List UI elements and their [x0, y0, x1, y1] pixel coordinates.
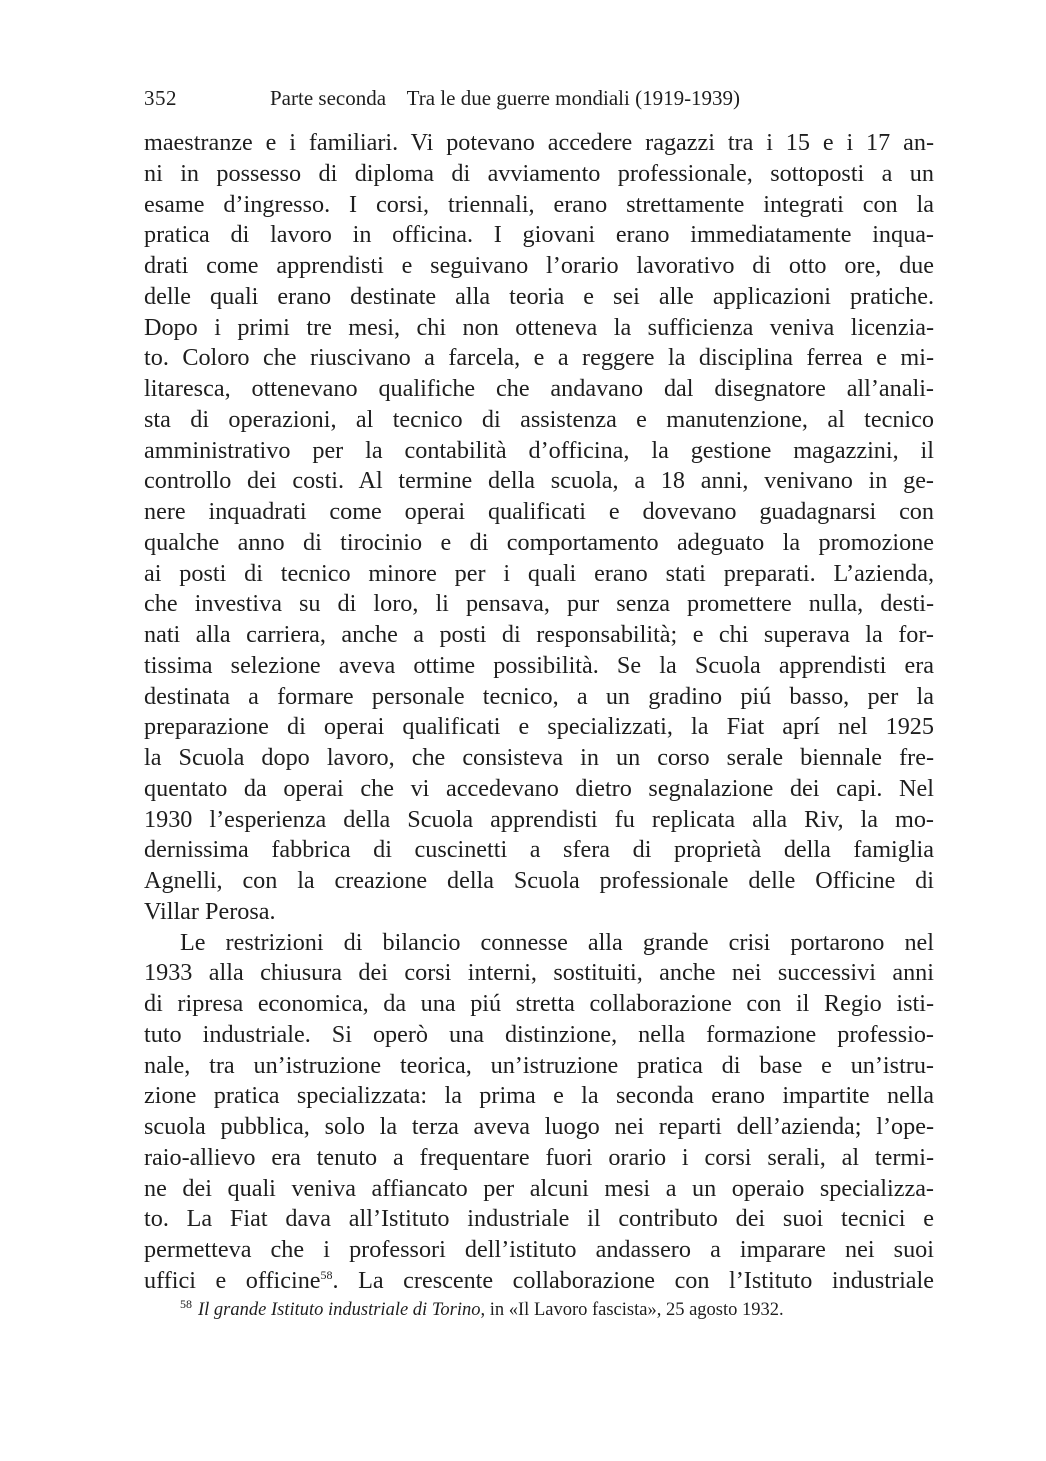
paragraph — [144, 928, 934, 1297]
footnote-number: 58 — [180, 1297, 192, 1311]
body-text — [144, 128, 934, 1297]
text-line: scuola pubblica, solo la terza aveva luogo nei reparti dell’azienda; l’ope- — [144, 1113, 934, 1140]
text-line: qualche anno di tirocinio e di comportamento adeguato la promozione — [144, 528, 934, 556]
paragraph — [144, 128, 934, 928]
text-fragment: uffici e officine — [144, 1266, 321, 1294]
text-line: nati alla carriera, anche a posti di responsabilità; e chi superava la for- — [144, 621, 934, 648]
text-line: 1933 alla chiusura dei corsi interni, sostituiti, anche nei successivi anni — [144, 959, 934, 987]
text-line: litaresca, ottenevano qualifiche che andavano dal disegnatore all’anali- — [144, 375, 934, 402]
text-line: nale, tra un’istruzione teorica, un’istruzione pratica di base e un’istru- — [144, 1051, 934, 1079]
text-line: Agnelli, con la creazione della Scuola professionale delle Officine di — [144, 867, 934, 894]
text-line: tuto industriale. Si operò una distinzione, nella formazione professio- — [144, 1020, 934, 1048]
running-head: Parte seconda Tra le due guerre mondiali (1919-1939) — [270, 86, 741, 110]
text-line: to. Coloro che riuscivano a farcela, e a reggere la disciplina ferrea e mi- — [144, 344, 934, 372]
text-line: destinata a formare personale tecnico, a un gradino piú basso, per la — [144, 682, 934, 710]
text-line: Dopo i primi tre mesi, chi non otteneva la sufficienza veniva licenzia- — [144, 313, 934, 341]
text-line — [144, 1266, 934, 1297]
text-line: amministrativo per la contabilità d’officina, la gestione magazzini, il — [144, 436, 934, 464]
text-line: delle quali erano destinate alla teoria e sei alle applicazioni pratiche. — [144, 282, 934, 310]
footnote — [180, 1297, 940, 1324]
text-line: drati come apprendisti e seguivano l’orario lavorativo di otto ore, due — [144, 252, 934, 279]
text-line: 1930 l’esperienza della Scuola apprendisti fu replicata alla Riv, la mo- — [144, 805, 934, 833]
text-line: esame d’ingresso. I corsi, triennali, erano strettamente integrati con la — [144, 190, 934, 218]
text-line: tissima selezione aveva ottime possibilità. Se la Scuola apprendisti era — [144, 651, 934, 679]
footnote-title: Il grande Istituto industriale di Torino — [198, 1300, 481, 1320]
text-line: zione pratica specializzata: la prima e la seconda erano impartite nella — [144, 1082, 934, 1110]
text-line: dernissima fabbrica di cuscinetti a sfera di proprietà della famiglia — [144, 836, 934, 864]
text-line: la Scuola dopo lavoro, che consisteva in un corso serale biennale fre- — [144, 744, 934, 771]
text-line: to. La Fiat dava all’Istituto industriale il contributo dei suoi tecnici e — [144, 1205, 934, 1233]
text-fragment: . La crescente collaborazione con l’Istituto industriale — [332, 1266, 934, 1294]
text-line: quentato da operai che vi accedevano dietro segnalazione dei capi. Nel — [144, 774, 934, 802]
text-line: controllo dei costi. Al termine della scuola, a 18 anni, venivano in ge- — [144, 467, 934, 495]
text-line: che investiva su di loro, li pensava, pur senza promettere nulla, desti- — [144, 590, 934, 618]
text-line: Le restrizioni di bilancio connesse alla grande crisi portarono nel — [180, 928, 934, 956]
text-line: nere inquadrati come operai qualificati e dovevano guadagnarsi con — [144, 498, 934, 525]
text-line: preparazione di operai qualificati e specializzati, la Fiat aprí nel 1925 — [144, 713, 934, 741]
text-line: di ripresa economica, da una piú stretta collaborazione con il Regio isti- — [144, 990, 934, 1017]
text-line: sta di operazioni, al tecnico di assistenza e manutenzione, al tecnico — [144, 405, 934, 433]
text-line: maestranze e i familiari. Vi potevano accedere ragazzi tra i 15 e i 17 an- — [144, 129, 934, 156]
text-line: pratica di lavoro in officina. I giovani erano immediatamente inqua- — [144, 221, 934, 249]
running-header — [144, 86, 934, 116]
footnote-citation: , in «Il Lavoro fascista», 25 agosto 1932. — [480, 1300, 784, 1320]
text-line: permetteva che i professori dell’istituto andassero a imparare nei suoi — [144, 1236, 934, 1263]
text-line: raio-allievo era tenuto a frequentare fuori orario i corsi serali, al termi- — [144, 1143, 934, 1171]
page-number: 352 — [144, 86, 177, 110]
footnote-reference: 58 — [320, 1267, 333, 1282]
text-line: Villar Perosa. — [144, 897, 276, 925]
text-line: ni in possesso di diploma di avviamento professionale, sottoposti a un — [144, 159, 934, 187]
text-line: ne dei quali veniva affiancato per alcuni mesi a un operaio specializza- — [144, 1174, 934, 1202]
text-line: ai posti di tecnico minore per i quali erano stati preparati. L’azienda, — [144, 559, 934, 587]
